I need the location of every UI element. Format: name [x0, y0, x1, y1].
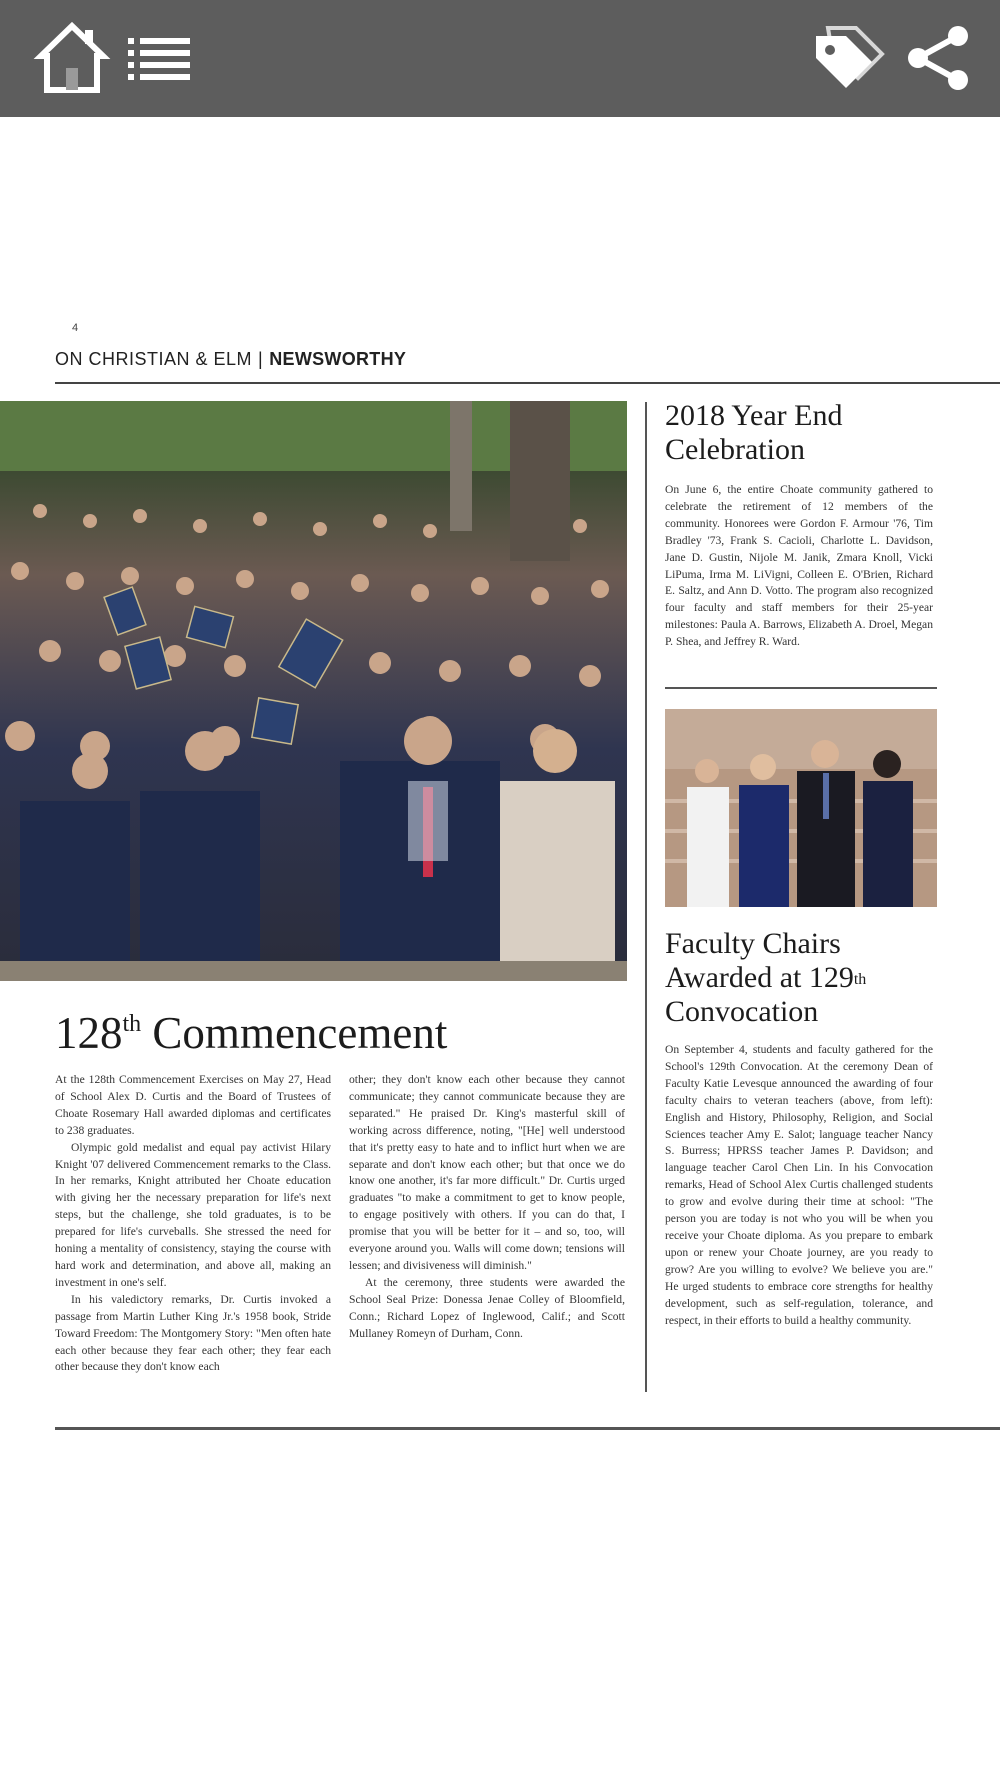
commencement-column-2	[349, 1072, 625, 1343]
convocation-title-line-2: Awarded at 129	[665, 961, 854, 994]
section-separator: |	[258, 349, 264, 369]
paragraph: On June 6, the entire Choate community gathered to celebrate the retirement of 12 members of the community. Honorees were Gordon F. Armour '76, Tim Bradley '73, Frank S. Cacioli, Charlotte L. Davidson, Jane D. Gustin, Nijole M. Janik, Zmara Knoll, Vicki LiPuma, Irma M. LiVigni, Colleen E. O'Brien, Richard E. Saltz, and Ann D. Votto. The program also recognized four faculty and staff members for their 25-year milestones: Paula A. Barrows, Elizabeth A. Droel, Megan P. Shea, and Jeffrey R. Ward.	[665, 483, 933, 649]
top-rule	[55, 382, 1000, 384]
magazine-page	[0, 117, 1000, 1778]
share-button[interactable]	[900, 20, 978, 96]
section-header	[55, 349, 406, 370]
commencement-title-number: 128	[55, 1008, 123, 1058]
paragraph: In his valedictory remarks, Dr. Curtis invoked a passage from Martin Luther King Jr.'s 1958 book, Stride Toward Freedom: The Montgomery Story: "Men often hate each other because they fear each other; they fear each other because they don't know each	[55, 1292, 331, 1374]
paragraph: other; they don't know each other because they cannot communicate; they cannot communicate because they are separated." He praised Dr. King's masterful skill of working across difference, noting, "[He] well understood that it's pretty easy to hate and to inflict hurt when we are separate and don't know each other; but that once we do know one another, it's far more difficult." Dr. Curtis urged graduates "to make a commitment to get to know people, to engage positively with others. If you can do that, I promise that you will be better for it – and so, too, will everyone around you. Walls will come down; tensions will lessen; and divisiveness will diminish."	[349, 1073, 625, 1272]
commencement-title	[55, 1007, 447, 1059]
side-rule	[665, 687, 937, 689]
paragraph: At the ceremony, three students were awarded the School Seal Prize: Donessa Jenae Colley of Bloomfield, Conn.; Richard Lopez of Inglewood, Calif.; and Scott Mullaney Romeyn of Durham, Conn.	[349, 1275, 625, 1340]
celebration-body	[665, 482, 933, 651]
home-button[interactable]	[33, 20, 111, 96]
section-name: NEWSWORTHY	[269, 349, 407, 369]
convocation-title-sup: th	[853, 971, 867, 988]
celebration-title: 2018 Year End Celebration	[665, 399, 843, 466]
commencement-title-text: Commencement	[141, 1008, 448, 1058]
convocation-title-line-3: Convocation	[665, 995, 819, 1028]
tag-button[interactable]	[808, 20, 888, 96]
faculty-chairs-photo	[665, 709, 937, 907]
tag-icon	[808, 20, 888, 96]
share-icon	[900, 20, 978, 96]
top-toolbar	[0, 0, 1000, 117]
paragraph: Olympic gold medalist and equal pay activist Hilary Knight '07 delivered Commencement remarks to the Class. In her remarks, Knight attributed her Choate education with giving her the necessary preparation for life's next steps, but the challenge, she told graduates, is to be prepared for life's curveballs. She stressed the need for honing a mentality of consistency, staying the course with hard work and determination, and above all, making an investment in one's self.	[55, 1140, 331, 1289]
commencement-column-1	[55, 1072, 331, 1376]
page-number: 4	[72, 322, 79, 334]
convocation-title-line-1: Faculty Chairs	[665, 927, 841, 960]
commencement-title-sup: th	[122, 1011, 142, 1037]
list-button[interactable]	[118, 20, 198, 96]
commencement-photo	[0, 401, 627, 981]
home-icon	[33, 20, 111, 96]
convocation-body	[665, 1042, 933, 1329]
list-icon	[118, 20, 198, 96]
bottom-rule	[55, 1427, 1000, 1430]
convocation-title	[665, 927, 935, 1029]
paragraph: At the 128th Commencement Exercises on May 27, Head of School Alex D. Curtis and the Board of Trustees of Choate Rosemary Hall awarded diplomas and certificates to 238 graduates.	[55, 1073, 331, 1137]
paragraph: On September 4, students and faculty gathered for the School's 129th Convocation. At the ceremony Dean of Faculty Katie Levesque announced the awarding of four faculty chairs to veteran teachers (above, from left): English and History, Philosophy, Religion, and Social Sciences teacher Amy E. Salot; language teacher Nancy S. Burress; HPRSS teacher James P. Davidson; and language teacher Carol Chen Lin. In his Convocation remarks, Head of School Alex Curtis challenged students to grow and evolve during their time at school: "The person you are today is not who you will be when you receive your Choate diploma. As you prepare to embark upon or renew your Choate journey, are you ready to grow? Are you willing to evolve? We believe you are." He urged students to embrace core strengths for healthy development, such as self-regulation, tolerance, and respect, in their efforts to build a healthy community.	[665, 1043, 933, 1327]
section-prefix: ON CHRISTIAN & ELM	[55, 349, 253, 369]
column-divider	[645, 402, 647, 1392]
